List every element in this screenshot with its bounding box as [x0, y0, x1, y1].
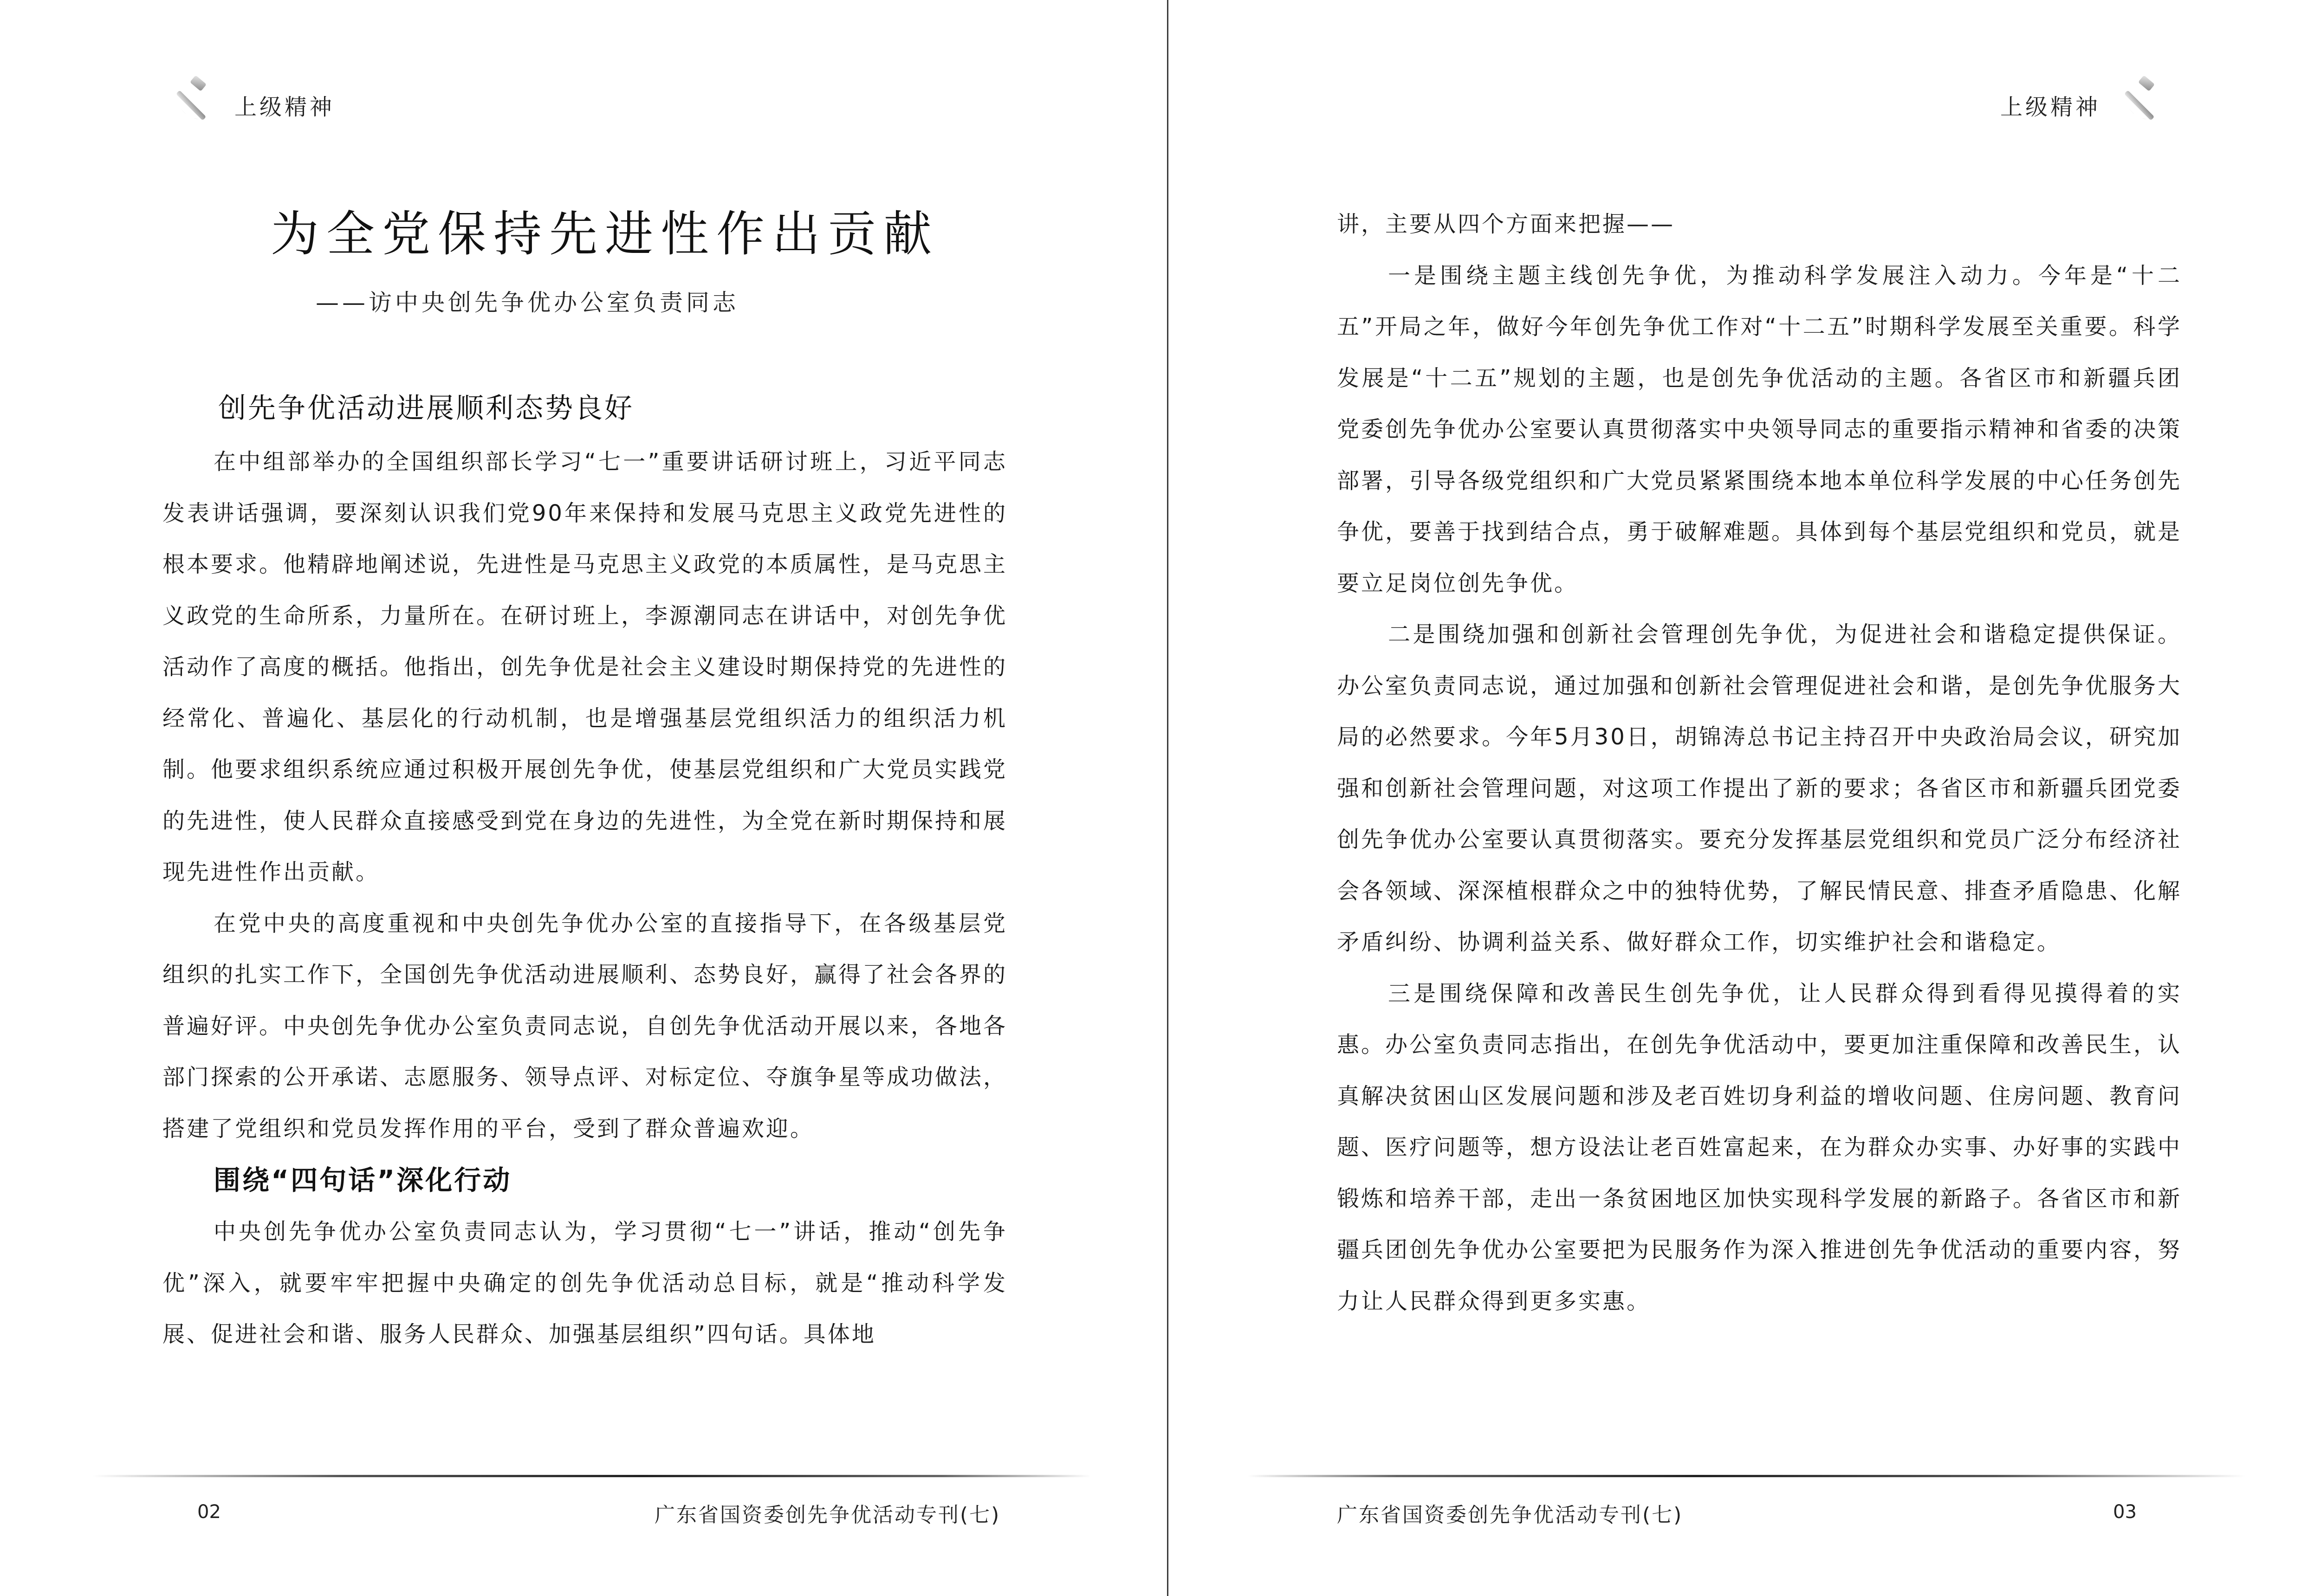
footer-rule	[93, 1475, 1091, 1477]
section-label: 上级精神	[234, 94, 335, 120]
paragraph: 讲，主要从四个方面来把握——	[1337, 211, 1675, 237]
right-article-body	[1337, 199, 2182, 1327]
footer-rule	[1247, 1475, 2245, 1477]
page-number: 02	[197, 1501, 221, 1523]
paragraph: 中央创先争优办公室负责同志认为，学习贯彻“七一”讲话，推动“创先争优”深入，就要牢牢把握中央确定的创先争优活动总目标，就是“推动科学发展、促进社会和谐、服务人民群众、加强基层组织”四句话。具体地	[162, 1219, 1007, 1347]
paragraph: 三是围绕保障和改善民生创先争优，让人民群众得到看得见摸得着的实惠。办公室负责同志指出，在创先争优活动中，要更加注重保障和改善民生，认真解决贫困山区发展问题和涉及老百姓切身利益的增收问题、住房问题、教育问题、医疗问题等，想方设法让老百姓富起来，在为群众办实事、办好事的实践中锻炼和培养干部，走出一条贫困地区加快实现科学发展的新路子。各省区市和新疆兵团创先争优办公室要把为民服务作为深入推进创先争优活动的重要内容，努力让人民群众得到更多实惠。	[1337, 980, 2182, 1314]
article-subtitle: ——访中央创先争优办公室负责同志	[316, 289, 739, 316]
journal-name: 广东省国资委创先争优活动专刊(七)	[655, 1503, 1001, 1527]
section-heading-1: 创先争优活动进展顺利态势良好	[218, 392, 634, 425]
page-number: 03	[2113, 1501, 2137, 1523]
paragraph: 二是围绕加强和创新社会管理创先争优，为促进社会和谐稳定提供保证。办公室负责同志说，通过加强和创新社会管理促进社会和谐，是创先争优服务大局的必然要求。今年5月30日，胡锦涛总书记主持召开中央政治局会议，研究加强和创新社会管理问题，对这项工作提出了新的要求；各省区市和新疆兵团党委创先争优办公室要认真贯彻落实。要充分发挥基层党组织和党员广泛分布经济社会各领域、深深植根群众之中的独特优势，了解民情民意、排查矛盾隐患、化解矛盾纠纷、协调利益关系、做好群众工作，切实维护社会和谐稳定。	[1337, 621, 2182, 955]
left-article-body	[162, 381, 1007, 1360]
section-heading-2: 围绕“四句话”深化行动	[214, 1164, 512, 1196]
paragraph: 一是围绕主题主线创先争优，为推动科学发展注入动力。今年是“十二五”开局之年，做好今年创先争优工作对“十二五”时期科学发展至关重要。科学发展是“十二五”规划的主题，也是创先争优活动的主题。各省区市和新疆兵团党委创先争优办公室要认真贯彻落实中央领导同志的重要指示精神和省委的决策部署，引导各级党组织和广大党员紧紧围绕本地本单位科学发展的中心任务创先争优，要善于找到结合点，勇于破解难题。具体到每个基层党组织和党员，就是要立足岗位创先争优。	[1337, 262, 2182, 596]
paragraph: 在党中央的高度重视和中央创先争优办公室的直接指导下，在各级基层党组织的扎实工作下，全国创先争优活动进展顺利、态势良好，赢得了社会各界的普遍好评。中央创先争优办公室负责同志说，自创先争优活动开展以来，各地各部门探索的公开承诺、志愿服务、领导点评、对标定位、夺旗争星等成功做法，搭建了党组织和党员发挥作用的平台，受到了群众普遍欢迎。	[162, 910, 1008, 1142]
paragraph: 在中组部举办的全国组织部长学习“七一”重要讲话研讨班上，习近平同志发表讲话强调，要深刻认识我们党90年来保持和发展马克思主义政党先进性的根本要求。他精辟地阐述说，先进性是马克思主义政党的本质属性，是马克思主义政党的生命所系，力量所在。在研讨班上，李源潮同志在讲话中，对创先争优活动作了高度的概括。他指出，创先争优是社会主义建设时期保持党的先进性的经常化、普遍化、基层化的行动机制，也是增强基层党组织活力的组织活力机制。他要求组织系统应通过积极开展创先争优，使基层党组织和广大党员实践党的先进性，使人民群众直接感受到党在身边的先进性，为全党在新时期保持和展现先进性作出贡献。	[162, 449, 1008, 885]
article-title: 为全党保持先进性作出贡献	[270, 206, 939, 262]
section-label: 上级精神	[2000, 94, 2101, 120]
party-emblem-icon	[162, 70, 227, 135]
party-emblem-icon	[2111, 70, 2176, 135]
journal-name: 广东省国资委创先争优活动专刊(七)	[1337, 1503, 1683, 1527]
right-page	[1168, 0, 2321, 1596]
